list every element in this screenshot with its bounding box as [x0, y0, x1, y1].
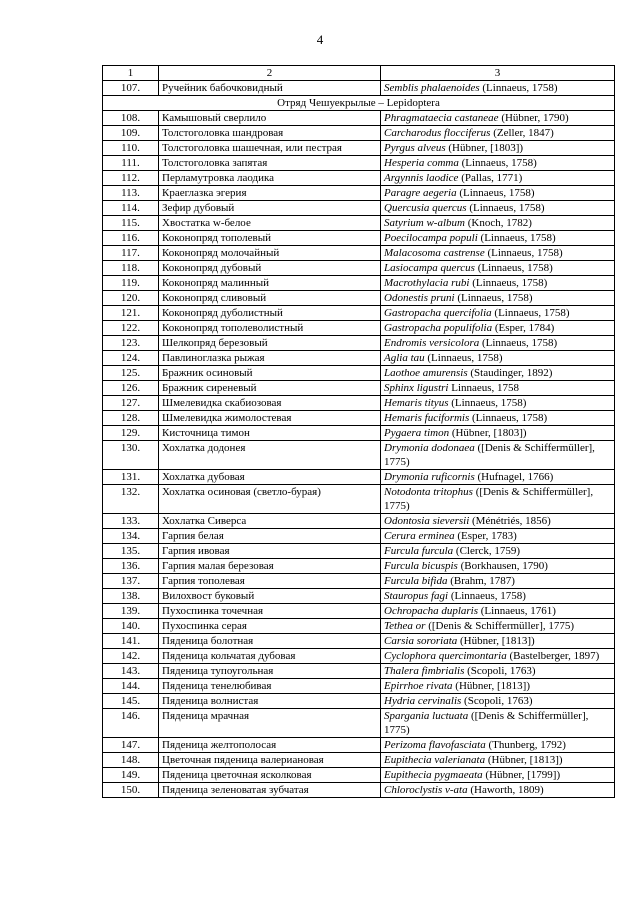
scientific-name: Eupithecia valerianata — [384, 754, 486, 766]
scientific-name: Aglia tau — [384, 352, 425, 364]
row-number: 119. — [103, 276, 159, 291]
scientific-name-cell — [381, 246, 615, 261]
table-row — [103, 321, 615, 336]
table-header-row — [103, 66, 615, 81]
scientific-name-cell — [381, 381, 615, 396]
scientific-name: Hemaris tityus — [384, 397, 449, 409]
scientific-name-cell — [381, 216, 615, 231]
row-number: 148. — [103, 753, 159, 768]
scientific-name: Carcharodus flocciferus — [384, 127, 491, 139]
header-col-1: 1 — [103, 66, 159, 81]
russian-name: Коконопряд тополевый — [159, 231, 381, 246]
author-year: (Bastelberger, 1897) — [506, 650, 600, 662]
table-row — [103, 396, 615, 411]
russian-name: Вилохвост буковый — [159, 589, 381, 604]
author-year: (Haworth, 1809) — [467, 784, 544, 796]
author-year: (Linnaeus, 1758) — [448, 397, 527, 409]
author-year: (Linnaeus, 1761) — [478, 605, 556, 617]
russian-name: Кисточница тимон — [159, 426, 381, 441]
row-number: 149. — [103, 768, 159, 783]
row-number: 120. — [103, 291, 159, 306]
table-row — [103, 306, 615, 321]
russian-name: Коконопряд дуболистный — [159, 306, 381, 321]
row-number: 117. — [103, 246, 159, 261]
scientific-name: Spargania luctuata — [384, 710, 469, 722]
russian-name: Пяденица цветочная ясколковая — [159, 768, 381, 783]
author-year: (Esper, 1784) — [492, 322, 555, 334]
scientific-name: Eupithecia pygmaeata — [384, 769, 483, 781]
scientific-name-cell — [381, 649, 615, 664]
author-year: (Zeller, 1847) — [490, 127, 554, 139]
page-number: 4 — [316, 32, 324, 47]
scientific-name: Hydria cervinalis — [384, 695, 462, 707]
russian-name: Коконопряд тополеволистный — [159, 321, 381, 336]
scientific-name: Odontosia sieversii — [384, 515, 470, 527]
author-year: (Linnaeus, 1758) — [484, 247, 563, 259]
table-row — [103, 126, 615, 141]
author-year: (Linnaeus, 1758) — [474, 262, 553, 274]
scientific-name: Pygaera timon — [384, 427, 450, 439]
scientific-name-cell — [381, 485, 615, 514]
scientific-name: Laothoe amurensis — [384, 367, 468, 379]
scientific-name: Satyrium w-album — [384, 217, 465, 229]
table-row — [103, 679, 615, 694]
russian-name: Краеглазка эгерия — [159, 186, 381, 201]
table-row — [103, 634, 615, 649]
table-row — [103, 559, 615, 574]
row-number: 116. — [103, 231, 159, 246]
scientific-name: Drymonia dodonaea — [384, 442, 475, 454]
author-year: ([Denis & Schiffermüller], 1775) — [425, 620, 575, 632]
author-year: (Hufnagel, 1766) — [474, 471, 554, 483]
author-year: (Linnaeus, 1758) — [458, 157, 537, 169]
scientific-name: Quercusia quercus — [384, 202, 467, 214]
scientific-name-cell — [381, 81, 615, 96]
russian-name: Толстоголовка запятая — [159, 156, 381, 171]
russian-name: Павлиноглазка рыжая — [159, 351, 381, 366]
russian-name: Толстоголовка шашечная, или пестрая — [159, 141, 381, 156]
scientific-name: Sphinx ligustri — [384, 382, 449, 394]
scientific-name-cell — [381, 619, 615, 634]
scientific-name-cell — [381, 753, 615, 768]
row-number: 139. — [103, 604, 159, 619]
scientific-name-cell — [381, 634, 615, 649]
scientific-name-cell — [381, 514, 615, 529]
table-row — [103, 216, 615, 231]
row-number: 118. — [103, 261, 159, 276]
scientific-name-cell — [381, 126, 615, 141]
scientific-name: Paragre aegeria — [384, 187, 457, 199]
table-row — [103, 156, 615, 171]
author-year: (Hübner, [1813]) — [452, 680, 530, 692]
row-number: 131. — [103, 470, 159, 485]
author-year: (Scopoli, 1763) — [461, 695, 533, 707]
row-number: 145. — [103, 694, 159, 709]
scientific-name-cell — [381, 306, 615, 321]
russian-name: Пяденица желтополосая — [159, 738, 381, 753]
author-year: (Linnaeus, 1758) — [454, 292, 533, 304]
russian-name: Гарпия ивовая — [159, 544, 381, 559]
scientific-name: Pyrgus alveus — [384, 142, 446, 154]
row-number: 115. — [103, 216, 159, 231]
russian-name: Бражник сиреневый — [159, 381, 381, 396]
row-number: 110. — [103, 141, 159, 156]
scientific-name: Cyclophora quercimontaria — [384, 650, 507, 662]
scientific-name: Cerura erminea — [384, 530, 455, 542]
table-row — [103, 485, 615, 514]
row-number: 122. — [103, 321, 159, 336]
russian-name: Пяденица тенелюбивая — [159, 679, 381, 694]
author-year: (Hübner, [1799]) — [482, 769, 561, 781]
author-year: (Knoch, 1782) — [464, 217, 532, 229]
author-year: (Linnaeus, 1758) — [424, 352, 503, 364]
table-row — [103, 171, 615, 186]
row-number: 134. — [103, 529, 159, 544]
table-row — [103, 336, 615, 351]
scientific-name-cell — [381, 664, 615, 679]
russian-name: Толстоголовка шандровая — [159, 126, 381, 141]
russian-name: Цветочная пяденица валериановая — [159, 753, 381, 768]
russian-name: Коконопряд сливовый — [159, 291, 381, 306]
row-number: 147. — [103, 738, 159, 753]
author-year: (Staudinger, 1892) — [467, 367, 553, 379]
species-table — [102, 65, 615, 798]
scientific-name-cell — [381, 396, 615, 411]
table-row — [103, 768, 615, 783]
table-row — [103, 709, 615, 738]
row-number: 133. — [103, 514, 159, 529]
table-row — [103, 426, 615, 441]
russian-name: Гарпия тополевая — [159, 574, 381, 589]
russian-name: Пухоспинка точечная — [159, 604, 381, 619]
scientific-name-cell — [381, 768, 615, 783]
table-row — [103, 366, 615, 381]
scientific-name-cell — [381, 171, 615, 186]
author-year: (Linnaeus, 1758) — [456, 187, 535, 199]
row-number: 125. — [103, 366, 159, 381]
scientific-name: Gastropacha quercifolia — [384, 307, 492, 319]
russian-name: Шмелевидка жимолостевая — [159, 411, 381, 426]
row-number: 128. — [103, 411, 159, 426]
author-year: (Hübner, [1813]) — [485, 754, 563, 766]
scientific-name: Tethea or — [384, 620, 426, 632]
row-number: 142. — [103, 649, 159, 664]
russian-name: Коконопряд малинный — [159, 276, 381, 291]
russian-name: Пяденица тупоугольная — [159, 664, 381, 679]
russian-name: Гарпия малая березовая — [159, 559, 381, 574]
scientific-name: Gastropacha populifolia — [384, 322, 493, 334]
row-number: 143. — [103, 664, 159, 679]
scientific-name-cell — [381, 156, 615, 171]
row-number: 114. — [103, 201, 159, 216]
scientific-name: Hemaris fuciformis — [384, 412, 470, 424]
row-number: 112. — [103, 171, 159, 186]
row-number: 144. — [103, 679, 159, 694]
scientific-name: Argynnis laodice — [384, 172, 459, 184]
scientific-name-cell — [381, 291, 615, 306]
russian-name: Коконопряд молочайный — [159, 246, 381, 261]
table-row — [103, 753, 615, 768]
scientific-name: Chloroclystis v-ata — [384, 784, 468, 796]
scientific-name-cell — [381, 694, 615, 709]
scientific-name: Furcula furcula — [384, 545, 454, 557]
russian-name: Пяденица болотная — [159, 634, 381, 649]
row-number: 111. — [103, 156, 159, 171]
row-number: 129. — [103, 426, 159, 441]
russian-name: Бражник осиновый — [159, 366, 381, 381]
scientific-name-cell — [381, 709, 615, 738]
scientific-name: Perizoma flavofasciata — [384, 739, 486, 751]
author-year: (Esper, 1783) — [454, 530, 517, 542]
scientific-name-cell — [381, 111, 615, 126]
scientific-name: Furcula bifida — [384, 575, 448, 587]
table-row — [103, 411, 615, 426]
scientific-name: Carsia sororiata — [384, 635, 458, 647]
scientific-name-cell — [381, 351, 615, 366]
scientific-name-cell — [381, 589, 615, 604]
author-year: (Brahm, 1787) — [447, 575, 515, 587]
russian-name: Пяденица кольчатая дубовая — [159, 649, 381, 664]
author-year: (Borkhausen, 1790) — [457, 560, 548, 572]
scientific-name-cell — [381, 604, 615, 619]
scientific-name: Stauropus fagi — [384, 590, 449, 602]
table-row — [103, 649, 615, 664]
scientific-name-cell — [381, 261, 615, 276]
row-number: 135. — [103, 544, 159, 559]
author-year: (Ménétriés, 1856) — [469, 515, 551, 527]
scientific-name-cell — [381, 411, 615, 426]
table-row — [103, 261, 615, 276]
table-row — [103, 694, 615, 709]
author-year: Linnaeus, 1758 — [448, 382, 520, 394]
author-year: (Linnaeus, 1758) — [479, 337, 558, 349]
scientific-name-cell — [381, 186, 615, 201]
header-col-3: 3 — [381, 66, 615, 81]
author-year: (Linnaeus, 1758) — [479, 82, 558, 94]
author-year: (Pallas, 1771) — [458, 172, 523, 184]
scientific-name: Notodonta tritophus — [384, 486, 473, 498]
table-row — [103, 81, 615, 96]
scientific-name-cell — [381, 366, 615, 381]
author-year: (Linnaeus, 1758) — [477, 232, 556, 244]
scientific-name: Thalera fimbrialis — [384, 665, 465, 677]
table-row — [103, 111, 615, 126]
russian-name: Гарпия белая — [159, 529, 381, 544]
row-number: 141. — [103, 634, 159, 649]
row-number: 126. — [103, 381, 159, 396]
author-year: (Hübner, [1803]) — [445, 142, 524, 154]
russian-name: Пухоспинка серая — [159, 619, 381, 634]
author-year: (Hübner, 1790) — [498, 112, 569, 124]
row-number: 109. — [103, 126, 159, 141]
russian-name: Зефир дубовый — [159, 201, 381, 216]
scientific-name: Epirrhoe rivata — [384, 680, 453, 692]
row-number: 130. — [103, 441, 159, 470]
russian-name: Хохлатка осиновая (светло-бурая) — [159, 485, 381, 514]
table-row — [103, 589, 615, 604]
row-number: 136. — [103, 559, 159, 574]
russian-name: Шелкопряд березовый — [159, 336, 381, 351]
table-row — [103, 246, 615, 261]
table-row — [103, 141, 615, 156]
table-row — [103, 201, 615, 216]
scientific-name-cell — [381, 141, 615, 156]
scientific-name-cell — [381, 574, 615, 589]
scientific-name: Malacosoma castrense — [384, 247, 485, 259]
author-year: (Linnaeus, 1758) — [469, 277, 548, 289]
table-row — [103, 783, 615, 798]
scientific-name-cell — [381, 336, 615, 351]
table-row — [103, 529, 615, 544]
scientific-name: Semblis phalaenoides — [384, 82, 480, 94]
russian-name: Перламутровка лаодика — [159, 171, 381, 186]
species-table-body — [103, 66, 615, 798]
author-year: (Hübner, [1813]) — [457, 635, 535, 647]
row-number: 127. — [103, 396, 159, 411]
russian-name: Коконопряд дубовый — [159, 261, 381, 276]
row-number: 124. — [103, 351, 159, 366]
table-row — [103, 738, 615, 753]
table-row — [103, 664, 615, 679]
table-row — [103, 186, 615, 201]
table-row — [103, 381, 615, 396]
scientific-name: Odonestis pruni — [384, 292, 455, 304]
author-year: (Clerck, 1759) — [453, 545, 521, 557]
scientific-name-cell — [381, 441, 615, 470]
russian-name: Шмелевидка скабиозовая — [159, 396, 381, 411]
author-year: (Scopoli, 1763) — [464, 665, 536, 677]
row-number: 140. — [103, 619, 159, 634]
scientific-name-cell — [381, 276, 615, 291]
scientific-name-cell — [381, 529, 615, 544]
row-number: 132. — [103, 485, 159, 514]
table-row — [103, 604, 615, 619]
table-row — [103, 574, 615, 589]
table-row — [103, 514, 615, 529]
scientific-name-cell — [381, 783, 615, 798]
row-number: 146. — [103, 709, 159, 738]
table-row — [103, 544, 615, 559]
table-row — [103, 351, 615, 366]
table-row — [103, 276, 615, 291]
row-number: 137. — [103, 574, 159, 589]
scientific-name: Lasiocampa quercus — [384, 262, 475, 274]
scientific-name-cell — [381, 426, 615, 441]
row-number: 150. — [103, 783, 159, 798]
author-year: (Linnaeus, 1758) — [491, 307, 570, 319]
scientific-name: Furcula bicuspis — [384, 560, 458, 572]
scientific-name-cell — [381, 201, 615, 216]
row-number: 107. — [103, 81, 159, 96]
row-number: 123. — [103, 336, 159, 351]
table-row — [103, 231, 615, 246]
author-year: (Thunberg, 1792) — [485, 739, 566, 751]
table-row — [103, 619, 615, 634]
order-heading: Отряд Чешуекрылые – Lepidoptera — [103, 96, 615, 111]
scientific-name-cell — [381, 470, 615, 485]
scientific-name-cell — [381, 231, 615, 246]
scientific-name: Phragmataecia castaneae — [384, 112, 499, 124]
scientific-name: Macrothylacia rubi — [384, 277, 470, 289]
russian-name: Хохлатка Сиверса — [159, 514, 381, 529]
scientific-name-cell — [381, 679, 615, 694]
russian-name: Хохлатка дубовая — [159, 470, 381, 485]
author-year: (Linnaeus, 1758) — [448, 590, 526, 602]
scientific-name-cell — [381, 738, 615, 753]
author-year: (Linnaeus, 1758) — [469, 412, 548, 424]
scientific-name: Hesperia comma — [384, 157, 459, 169]
russian-name: Хохлатка додонея — [159, 441, 381, 470]
russian-name: Пяденица волнистая — [159, 694, 381, 709]
scientific-name: Poecilocampa populi — [384, 232, 478, 244]
order-heading-row — [103, 96, 615, 111]
scientific-name: Endromis versicolora — [384, 337, 480, 349]
author-year: ([Denis & Schiffermüller], 1775) — [384, 486, 594, 512]
russian-name: Пяденица мрачная — [159, 709, 381, 738]
russian-name: Ручейник бабочковидный — [159, 81, 381, 96]
scientific-name-cell — [381, 544, 615, 559]
row-number: 138. — [103, 589, 159, 604]
author-year: (Linnaeus, 1758) — [466, 202, 545, 214]
table-row — [103, 291, 615, 306]
row-number: 113. — [103, 186, 159, 201]
scientific-name: Drymonia ruficornis — [384, 471, 475, 483]
russian-name: Пяденица зеленоватая зубчатая — [159, 783, 381, 798]
header-col-2: 2 — [159, 66, 381, 81]
table-row — [103, 470, 615, 485]
russian-name: Камышовый сверлило — [159, 111, 381, 126]
scientific-name: Ochropacha duplaris — [384, 605, 479, 617]
scientific-name-cell — [381, 321, 615, 336]
author-year: ([Denis & Schiffermüller], 1775) — [384, 710, 589, 736]
table-row — [103, 441, 615, 470]
author-year: ([Denis & Schiffermüller], 1775) — [384, 442, 595, 468]
scientific-name-cell — [381, 559, 615, 574]
author-year: (Hübner, [1803]) — [449, 427, 527, 439]
row-number: 108. — [103, 111, 159, 126]
russian-name: Хвостатка w-белое — [159, 216, 381, 231]
row-number: 121. — [103, 306, 159, 321]
